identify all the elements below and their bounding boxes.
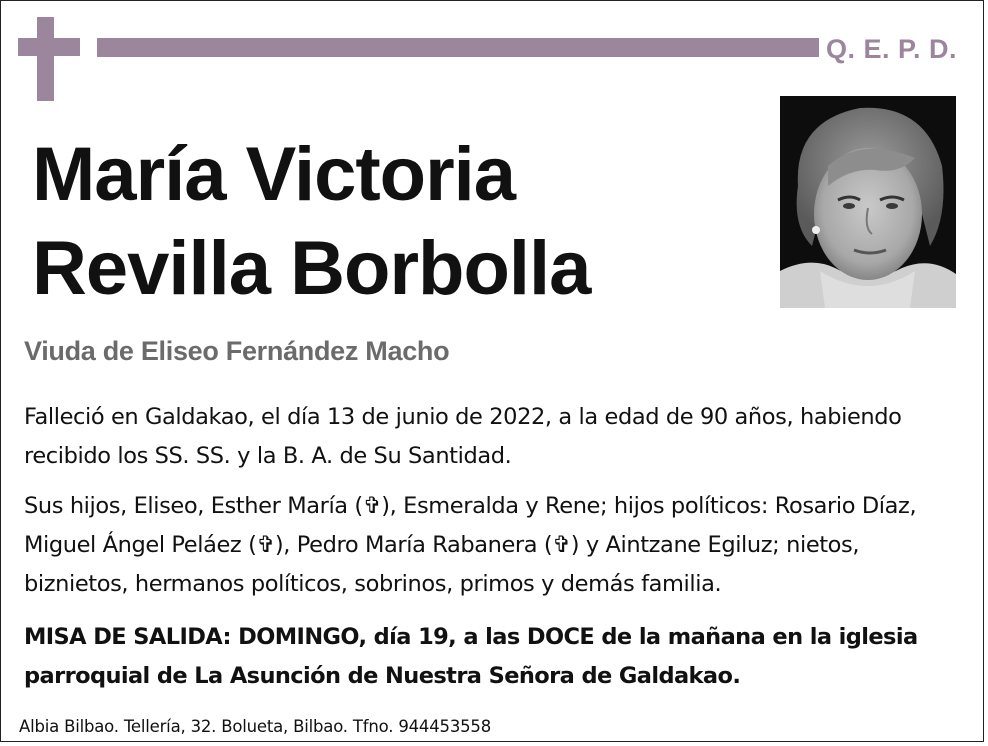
portrait-image xyxy=(780,96,956,308)
deceased-photo xyxy=(780,96,956,308)
deceased-name-line1: María Victoria xyxy=(32,132,516,217)
family-list: Sus hijos, Eliseo, Esther María (✞), Esmeralda y Rene; hijos políticos: Rosario Díaz, Miguel Ángel Peláez (✞), Pedro María Rabanera (✞) y Aintzane Egiluz; nietos, biznietos, hermanos políticos, sobrinos, primos y demás familia. xyxy=(24,493,917,597)
header-rule xyxy=(97,38,819,57)
deceased-name-line2: Revilla Borbolla xyxy=(32,226,591,311)
cross-icon xyxy=(37,17,54,101)
mass-details: MISA DE SALIDA: DOMINGO, día 19, a las DOCE de la mañana en la iglesia parroquial de La Asunción de Nuestra Señora de Galdakao. xyxy=(24,624,918,689)
funeral-home-footer: Albia Bilbao. Tellería, 32. Bolueta, Bilbao. Tfno. 944453558 xyxy=(19,717,492,736)
cross-icon-bar xyxy=(18,38,80,56)
deceased-name xyxy=(32,128,590,316)
qepd-label: Q. E. P. D. xyxy=(826,34,958,64)
death-announcement: Falleció en Galdakao, el día 13 de junio de 2022, a la edad de 90 años, habiendo recibido los SS. SS. y la B. A. de Su Santidad. xyxy=(24,404,902,469)
widow-subtitle: Viuda de Eliseo Fernández Macho xyxy=(24,336,450,366)
